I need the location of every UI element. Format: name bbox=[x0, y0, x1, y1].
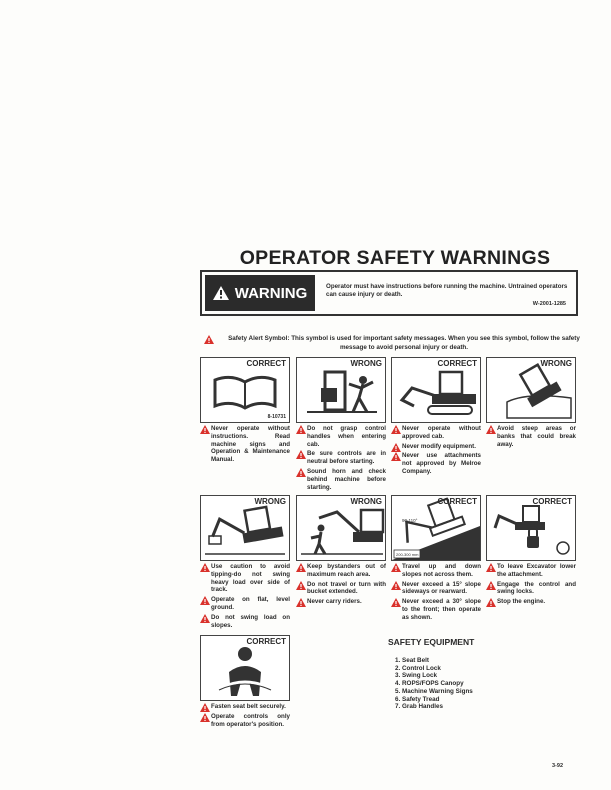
equipment-item: 4. ROPS/FOPS Canopy bbox=[402, 680, 474, 688]
warning-text: Operator must have instructions before running the machine. Untrained operators can cause injury or death. bbox=[326, 283, 568, 298]
safety-panel bbox=[391, 495, 481, 622]
safety-message-text: Never modify equipment. bbox=[402, 442, 476, 450]
safety-message-text: Travel up and down slopes not across them. bbox=[402, 563, 481, 578]
safety-alert-icon bbox=[486, 598, 496, 607]
panel-header: CORRECT bbox=[437, 497, 477, 506]
safety-message bbox=[486, 425, 576, 448]
safety-message-text: Fasten seat belt securely. bbox=[211, 703, 286, 710]
safety-alert-icon bbox=[391, 425, 401, 434]
illustration-box bbox=[486, 357, 576, 423]
safety-panel bbox=[391, 357, 481, 476]
safety-equipment-title: SAFETY EQUIPMENT bbox=[388, 637, 475, 647]
safety-message bbox=[391, 581, 481, 597]
safety-alert-icon bbox=[486, 581, 496, 590]
safety-alert-icon bbox=[200, 425, 210, 434]
illustration-box bbox=[296, 357, 386, 423]
safety-message bbox=[486, 581, 576, 597]
safety-message-text: Never exceed a 15° slope sideways or rearward. bbox=[402, 580, 481, 596]
safety-alert-icon bbox=[200, 596, 210, 605]
safety-message bbox=[486, 598, 576, 606]
illustration-box bbox=[391, 495, 481, 561]
safety-message-text: Do not swing load on slopes. bbox=[211, 613, 290, 629]
safety-alert-icon bbox=[486, 425, 496, 434]
illustration-box bbox=[200, 495, 290, 561]
safety-alert-text: Safety Alert Symbol: This symbol is used for important safety messages. When you see this symbol, follow the safety message to avoid personal injury or death. bbox=[228, 335, 580, 351]
safety-alert-icon bbox=[200, 563, 210, 572]
equipment-item: 1. Seat Belt bbox=[402, 657, 474, 665]
warning-label-text: WARNING bbox=[234, 284, 308, 302]
safety-message-text: Use caution to avoid tipping-do not swing heavy load over side of track. bbox=[211, 563, 290, 594]
safety-message bbox=[391, 425, 481, 441]
safety-alert-icon bbox=[391, 563, 401, 572]
panel-header: WRONG bbox=[254, 497, 286, 506]
illustration-box bbox=[200, 635, 290, 701]
height-label: 200-300 mm bbox=[396, 552, 419, 557]
safety-alert-icon bbox=[391, 598, 401, 607]
safety-alert-icon bbox=[391, 443, 401, 452]
safety-alert-note bbox=[204, 335, 584, 352]
safety-message bbox=[200, 614, 290, 630]
warning-label bbox=[205, 275, 315, 311]
safety-alert-icon bbox=[200, 703, 210, 712]
safety-message-text: Never use attachments not approved by Melroe Company. bbox=[402, 452, 481, 475]
safety-message-text: Keep bystanders out of maximum reach area. bbox=[307, 563, 386, 578]
equipment-item: 6. Safety Tread bbox=[402, 696, 474, 704]
safety-message-text: Never carry riders. bbox=[307, 598, 362, 606]
safety-message bbox=[391, 443, 481, 451]
safety-alert-icon bbox=[296, 450, 306, 459]
safety-alert-icon bbox=[296, 581, 306, 590]
safety-alert-icon bbox=[296, 598, 306, 607]
panel-header: CORRECT bbox=[532, 497, 572, 506]
safety-message-text: Never operate without approved cab. bbox=[402, 425, 481, 440]
equipment-item: 3. Swing Lock bbox=[402, 672, 474, 680]
safety-message-text: Operate on flat, level ground. bbox=[211, 596, 290, 611]
illustration-box bbox=[486, 495, 576, 561]
safety-message bbox=[200, 563, 290, 594]
safety-message bbox=[200, 596, 290, 612]
safety-message bbox=[200, 703, 290, 711]
safety-message bbox=[296, 598, 386, 606]
figure-code: 8-10731 bbox=[267, 414, 286, 420]
panel-header: CORRECT bbox=[246, 359, 286, 368]
page-number: 3-92 bbox=[552, 763, 564, 769]
safety-message bbox=[296, 450, 386, 466]
page-title: OPERATOR SAFETY WARNINGS bbox=[239, 247, 551, 269]
safety-panel bbox=[200, 495, 290, 629]
panel-header: WRONG bbox=[540, 359, 572, 368]
safety-message-text: Avoid steep areas or banks that could break away. bbox=[497, 425, 576, 448]
warning-triangle-icon bbox=[213, 286, 229, 300]
panel-header: CORRECT bbox=[437, 359, 477, 368]
safety-message bbox=[200, 713, 290, 729]
safety-panel bbox=[486, 357, 576, 448]
equipment-item: 2. Control Lock bbox=[402, 665, 474, 673]
safety-alert-icon bbox=[486, 563, 496, 572]
safety-message-text: Do not travel or turn with bucket extended. bbox=[307, 580, 386, 596]
safety-message bbox=[200, 425, 290, 464]
equipment-item: 7. Grab Handles bbox=[402, 703, 474, 711]
safety-panel bbox=[296, 357, 386, 491]
warning-box bbox=[200, 270, 578, 316]
safety-message bbox=[296, 581, 386, 597]
safety-message-text: Sound horn and check behind machine before starting. bbox=[307, 467, 386, 491]
safety-alert-icon bbox=[204, 335, 214, 344]
safety-alert-icon bbox=[296, 425, 306, 434]
warning-code: W-2001-1285 bbox=[532, 301, 566, 307]
safety-alert-icon bbox=[391, 581, 401, 590]
safety-message bbox=[391, 598, 481, 621]
safety-message bbox=[391, 452, 481, 475]
safety-alert-icon bbox=[200, 713, 210, 722]
equipment-item: 5. Machine Warning Signs bbox=[402, 688, 474, 696]
safety-message-text: Never operate without instructions. Read machine signs and Operation & Maintenance Manual. bbox=[211, 425, 290, 464]
illustration-box bbox=[200, 357, 290, 423]
angle-label: 90-110° bbox=[402, 518, 418, 523]
safety-message bbox=[486, 563, 576, 579]
panel-header: WRONG bbox=[350, 359, 382, 368]
safety-message-text: Stop the engine. bbox=[497, 598, 546, 606]
safety-panel bbox=[200, 635, 290, 728]
safety-panel bbox=[200, 357, 290, 464]
safety-equipment bbox=[388, 637, 474, 711]
panel-header: CORRECT bbox=[246, 637, 286, 646]
safety-message-text: Be sure controls are in neutral before starting. bbox=[307, 450, 386, 466]
safety-alert-icon bbox=[391, 452, 401, 461]
safety-message bbox=[296, 468, 386, 491]
safety-alert-icon bbox=[296, 468, 306, 477]
safety-panel bbox=[486, 495, 576, 606]
safety-message-text: Operate controls only from operator's position. bbox=[211, 712, 290, 728]
illustration-box bbox=[391, 357, 481, 423]
safety-message-text: To leave Excavator lower the attachment. bbox=[497, 563, 576, 578]
safety-panel bbox=[296, 495, 386, 606]
panel-header: WRONG bbox=[350, 497, 382, 506]
safety-message bbox=[296, 425, 386, 448]
safety-message-text: Do not grasp control handles when entering cab. bbox=[307, 425, 386, 448]
safety-message bbox=[296, 563, 386, 579]
safety-message bbox=[391, 563, 481, 579]
safety-message-text: Never exceed a 30° slope to the front; then operate as shown. bbox=[402, 598, 481, 621]
illustration-box bbox=[296, 495, 386, 561]
safety-alert-icon bbox=[296, 563, 306, 572]
safety-message-text: Engage the control and swing locks. bbox=[497, 580, 576, 596]
safety-alert-icon bbox=[200, 614, 210, 623]
